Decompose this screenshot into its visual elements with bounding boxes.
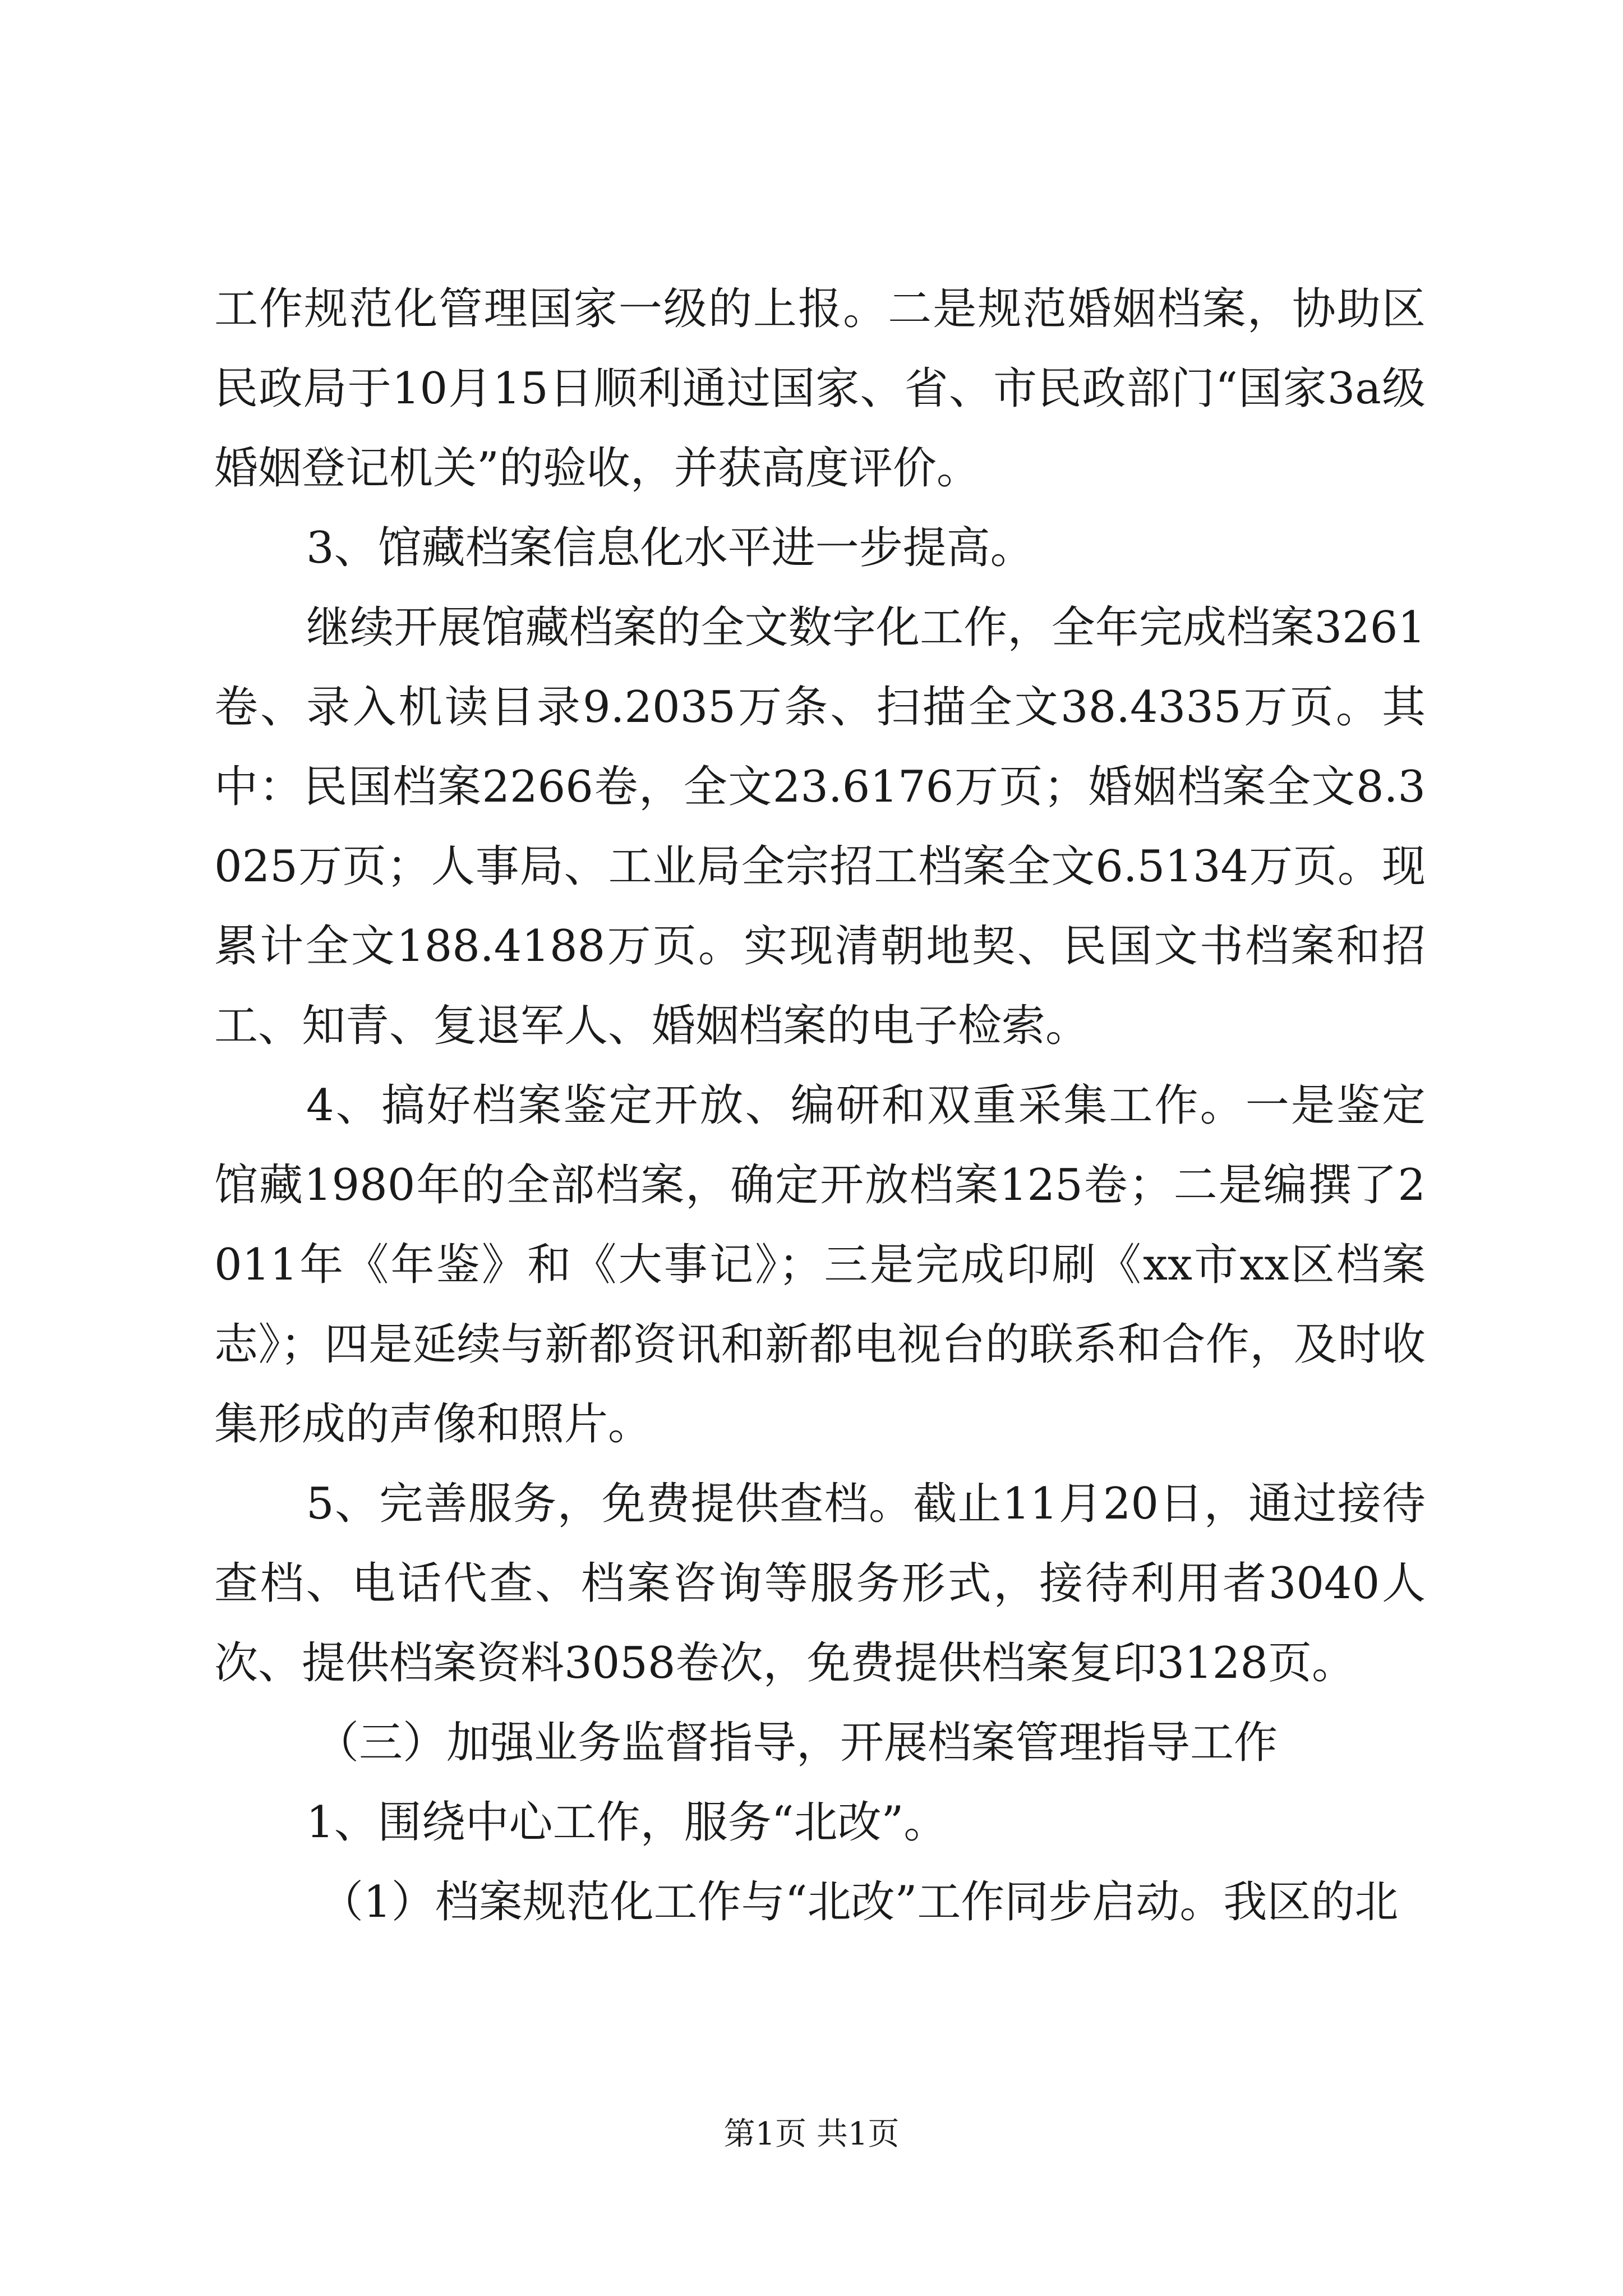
paragraph-appraisal: 4、搞好档案鉴定开放、编研和双重采集工作。一是鉴定馆藏1980年的全部档案，确定开放档案125卷；二是编撰了2011年《年鉴》和《大事记》；三是完成印刷《xx市xx区档案志》；四是延续与新都资讯和新都电视台的联系和合作，及时收集形成的声像和照片。	[214, 1080, 1426, 1450]
paragraph-digitization: 继续开展馆藏档案的全文数字化工作，全年完成档案3261卷、录入机读目录9.2035万条、扫描全文38.4335万页。其中：民国档案2266卷，全文23.6176万页；婚姻档案全文8.3025万页；人事局、工业局全宗招工档案全文6.5134万页。现累计全文188.4188万页。实现清朝地契、民国文书档案和招工、知青、复退军人、婚姻档案的电子检索。	[214, 602, 1426, 1051]
paragraph-services: 5、完善服务，免费提供查档。截止11月20日，通过接待查档、电话代查、档案咨询等服务形式，接待利用者3040人次、提供档案资料3058卷次，免费提供档案复印3128页。	[214, 1479, 1426, 1688]
section-heading-supervision: （三）加强业务监督指导，开展档案管理指导工作	[315, 1718, 1278, 1768]
paragraph-continuation: 工作规范化管理国家一级的上报。二是规范婚姻档案，协助区民政局于10月15日顺利通过国家、省、市民政部门“国家3a级婚姻登记机关”的验收，并获高度评价。	[214, 284, 1426, 494]
subsection-heading-1: 1、围绕中心工作，服务“北改”。	[306, 1797, 948, 1848]
document-body	[214, 269, 1426, 1942]
section-heading-3: 3、馆藏档案信息化水平进一步提高。	[306, 523, 1034, 573]
page-footer: 第1页 共1页	[723, 2116, 900, 2152]
paragraph-item-1: （1）档案规范化工作与“北改”工作同步启动。我区的北	[320, 1877, 1399, 1927]
